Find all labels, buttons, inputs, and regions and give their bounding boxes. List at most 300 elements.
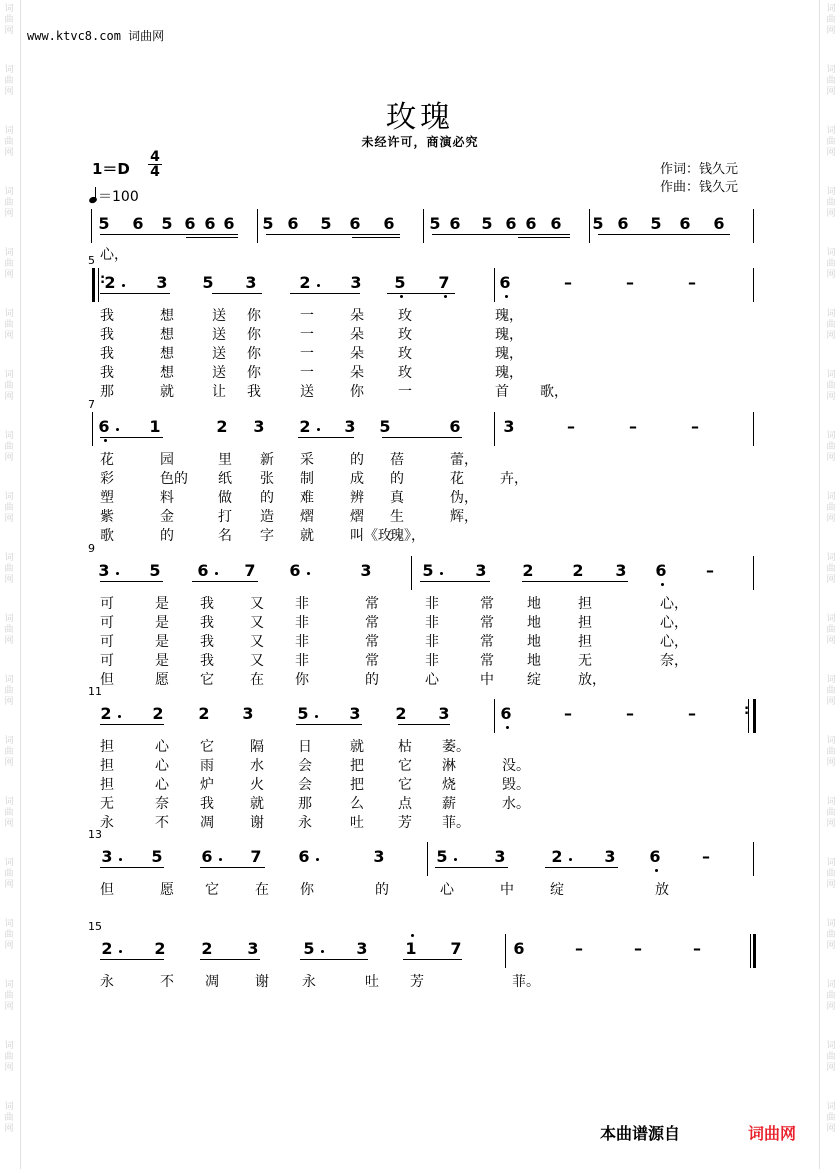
lyric: 又 [250, 615, 264, 631]
lyric: 一 [300, 327, 314, 343]
time-signature-bottom: 4 [148, 164, 162, 179]
augmentation-dot [122, 284, 125, 287]
note: 6 [500, 704, 512, 723]
note: – [626, 704, 634, 723]
lyric: 心 [155, 758, 169, 774]
lyric: 辨 [350, 490, 364, 506]
bar-line [411, 556, 412, 590]
bar-line [750, 934, 751, 968]
watermark-strip-left [2, 0, 16, 1173]
lyric: 常 [480, 615, 494, 631]
lyric: 你 [300, 882, 314, 898]
watermark-text: 词 曲 网 [826, 431, 836, 463]
composer-credit: 作曲：钱久元 [660, 180, 739, 195]
note: 5 [149, 561, 161, 580]
lyric: 地 [527, 634, 541, 650]
note: 6 [98, 417, 110, 436]
lyric: 制 [300, 471, 314, 487]
lyric: 常 [365, 596, 379, 612]
lyric: 无 [578, 653, 592, 669]
lyric: 枯 [398, 739, 412, 755]
bar-line [753, 934, 756, 968]
lyric: 园 [160, 452, 174, 468]
note: 5 [422, 561, 434, 580]
note: 5 [98, 214, 110, 233]
lyric: 你 [247, 346, 261, 362]
octave-low-dot [444, 295, 447, 298]
octave-low-dot [400, 295, 403, 298]
lyric: 的 [260, 490, 274, 506]
watermark-text: 词 曲 网 [826, 370, 836, 402]
augmentation-dot [321, 950, 324, 953]
lyric: 瑰， [495, 346, 523, 362]
note: 2 [154, 939, 166, 958]
watermark-text: 词 曲 网 [826, 187, 836, 219]
bar-line [257, 209, 258, 243]
lyric: 就 [350, 739, 364, 755]
lyric: 真 [390, 490, 404, 506]
lyric: 地 [527, 615, 541, 631]
bar-line [753, 412, 754, 446]
measure-number: 5 [88, 254, 95, 267]
lyric: 蕾， [450, 452, 478, 468]
note: 7 [250, 847, 262, 866]
lyric: 朵 [350, 308, 364, 324]
note: 2 [152, 704, 164, 723]
lyric: 常 [480, 653, 494, 669]
lyric: 永 [100, 815, 114, 831]
note-stem-icon [95, 187, 96, 200]
lyric: 朵 [350, 346, 364, 362]
bar-line [753, 209, 754, 243]
lyric: 常 [365, 653, 379, 669]
lyric: 生 [390, 509, 404, 525]
beam-line [432, 234, 570, 235]
lyric: 彩 [100, 471, 114, 487]
footer-brand[interactable]: 词曲网 [748, 1124, 797, 1143]
lyric: 色的 [160, 471, 188, 487]
note: 7 [450, 939, 462, 958]
lyric: 送 [212, 327, 226, 343]
note: 3 [494, 847, 506, 866]
watermark-text: 词 曲 网 [826, 1041, 836, 1073]
lyric: 奈 [155, 796, 169, 812]
lyric: 可 [100, 596, 114, 612]
note: 6 [617, 214, 629, 233]
lyric: 你 [247, 308, 261, 324]
lyric: 我 [200, 615, 214, 631]
lyric: 玫 [398, 308, 412, 324]
beam-line [100, 293, 170, 294]
lyric: 就 [160, 384, 174, 400]
footer-source: 本曲谱源自 [600, 1124, 681, 1143]
bar-line [494, 699, 495, 733]
lyric: 想 [160, 308, 174, 324]
note: 6 [197, 561, 209, 580]
beam-line [266, 234, 400, 235]
lyric: 非 [295, 634, 309, 650]
note: 2 [104, 273, 116, 292]
lyric: 里 [218, 452, 232, 468]
lyric: 但 [100, 882, 114, 898]
watermark-text: 词 曲 网 [4, 980, 14, 1012]
note: – [626, 273, 634, 292]
note: 5 [436, 847, 448, 866]
lyric: 就 [250, 796, 264, 812]
lyric: 熠 [350, 509, 364, 525]
lyric: 朵 [350, 327, 364, 343]
lyric: 成 [350, 471, 364, 487]
watermark-text: 词 曲 网 [4, 187, 14, 219]
note: – [564, 704, 572, 723]
note: 5 [320, 214, 332, 233]
watermark-text: 词 曲 网 [826, 797, 836, 829]
note: 5 [379, 417, 391, 436]
lyric: 熠 [300, 509, 314, 525]
lyric: 雨 [200, 758, 214, 774]
note: 2 [522, 561, 534, 580]
watermark-text: 词 曲 网 [4, 736, 14, 768]
lyric: 送 [212, 308, 226, 324]
song-title: 玫瑰 [386, 100, 454, 135]
note: 6 [449, 417, 461, 436]
beam-line [300, 959, 368, 960]
lyric: 把 [350, 758, 364, 774]
lyric: 做 [218, 490, 232, 506]
lyric: 紫 [100, 509, 114, 525]
lyric: 中 [500, 882, 514, 898]
site-url[interactable]: www.ktvc8.com 词曲网 [27, 29, 165, 43]
augmentation-dot [119, 950, 122, 953]
lyric: 薪 [442, 796, 456, 812]
bar-line [98, 268, 99, 302]
beam-line [186, 237, 238, 238]
note: 2 [299, 273, 311, 292]
note: 6 [499, 273, 511, 292]
lyric: 凋 [200, 815, 214, 831]
augmentation-dot [454, 858, 457, 861]
watermark-text: 词 曲 网 [826, 614, 836, 646]
lyric: 辉， [450, 509, 478, 525]
watermark-text: 词 曲 网 [826, 4, 836, 36]
lyric: 是 [155, 596, 169, 612]
note: 6 [298, 847, 310, 866]
lyric: 瑰， [495, 365, 523, 381]
beam-line [212, 293, 262, 294]
beam-line [296, 724, 362, 725]
lyric: 我 [100, 308, 114, 324]
note: – [688, 273, 696, 292]
watermark-text: 词 曲 网 [4, 1041, 14, 1073]
lyric: 中 [480, 672, 494, 688]
lyric: 花 [100, 452, 114, 468]
lyric: 它 [200, 672, 214, 688]
watermark-text: 词 曲 网 [826, 553, 836, 585]
lyric: 地 [527, 653, 541, 669]
lyric: 它 [398, 758, 412, 774]
lyric: 愿 [155, 672, 169, 688]
lyric: 心 [440, 882, 454, 898]
lyric: 想 [160, 327, 174, 343]
time-signature [148, 150, 162, 179]
lyric: 料 [160, 490, 174, 506]
lyric: 花 [450, 471, 464, 487]
bar-line [91, 209, 92, 243]
lyric: 你 [247, 327, 261, 343]
note: 6 [184, 214, 196, 233]
lyric: 我 [100, 346, 114, 362]
lyric: 又 [250, 653, 264, 669]
tempo-mark [89, 186, 139, 206]
lyric: 吐 [365, 974, 379, 990]
lyric: 担 [100, 777, 114, 793]
note: 3 [360, 561, 372, 580]
lyric: 它 [205, 882, 219, 898]
watermark-text: 词 曲 网 [826, 980, 836, 1012]
lyric: 常 [365, 615, 379, 631]
beam-line [100, 234, 238, 235]
lyric: 想 [160, 365, 174, 381]
note: 5 [262, 214, 274, 233]
measure-number: 9 [88, 542, 95, 555]
lyric: 谢 [255, 974, 269, 990]
lyric: 萎。 [442, 739, 470, 755]
watermark-text: 词 曲 网 [826, 1102, 836, 1134]
lyric: 炉 [200, 777, 214, 793]
lyric: 非 [295, 653, 309, 669]
note: 3 [156, 273, 168, 292]
note: 3 [247, 939, 259, 958]
note: 1 [149, 417, 161, 436]
lyric: 打 [218, 509, 232, 525]
note: 7 [438, 273, 450, 292]
repeat-sign: : [100, 272, 106, 287]
beam-line [298, 437, 354, 438]
lyric: 又 [250, 634, 264, 650]
augmentation-dot [440, 572, 443, 575]
lyric: 一 [398, 384, 412, 400]
lyric: 一 [300, 365, 314, 381]
lyric: 的 [375, 882, 389, 898]
octave-low-dot [661, 583, 664, 586]
bar-line [753, 842, 754, 876]
watermark-text: 词 曲 网 [4, 614, 14, 646]
note: 3 [604, 847, 616, 866]
lyric: 淋 [442, 758, 456, 774]
measure-number: 11 [88, 685, 102, 698]
note: – [706, 561, 714, 580]
augmentation-dot [119, 858, 122, 861]
lyric: 字 [260, 528, 274, 544]
augmentation-dot [116, 428, 119, 431]
lyric: 送 [212, 365, 226, 381]
watermark-text: 词 曲 网 [4, 858, 14, 890]
lyric: 非 [425, 653, 439, 669]
beam-line [100, 959, 164, 960]
note: – [564, 273, 572, 292]
note: – [634, 939, 642, 958]
augmentation-dot [118, 715, 121, 718]
lyric: 担 [578, 634, 592, 650]
lyric: 没。 [502, 758, 530, 774]
lyric: 芳 [410, 974, 424, 990]
lyric: 伪， [450, 490, 478, 506]
note: 6 [287, 214, 299, 233]
time-signature-top: 4 [150, 149, 160, 165]
lyric: 是 [155, 615, 169, 631]
lyric: 我 [247, 384, 261, 400]
lyric: 日 [298, 739, 312, 755]
augmentation-dot [569, 858, 572, 861]
note: 3 [242, 704, 254, 723]
note: 6 [201, 847, 213, 866]
lyric: 隔 [250, 739, 264, 755]
lyricist-credit: 作词：钱久元 [660, 162, 739, 177]
repeat-sign: : [744, 703, 750, 718]
lyric: 朵 [350, 365, 364, 381]
lyric: 一 [300, 308, 314, 324]
lyric: 你 [247, 365, 261, 381]
lyric: 是 [155, 634, 169, 650]
octave-low-dot [505, 295, 508, 298]
lyric: 水 [250, 758, 264, 774]
beam-line [435, 867, 508, 868]
lyric: 让 [212, 384, 226, 400]
bar-line [92, 412, 93, 446]
note: 5 [429, 214, 441, 233]
watermark-text: 词 曲 网 [4, 797, 14, 829]
augmentation-dot [316, 858, 319, 861]
lyric: 水。 [502, 796, 530, 812]
lyric: 名 [218, 528, 232, 544]
bar-line [92, 268, 95, 302]
bar-line [753, 699, 756, 733]
lyric: 它 [398, 777, 412, 793]
lyric: 非 [425, 596, 439, 612]
lyric: 我 [100, 365, 114, 381]
note: 5 [202, 273, 214, 292]
note: 3 [350, 273, 362, 292]
note: 3 [245, 273, 257, 292]
watermark-text: 词 曲 网 [826, 858, 836, 890]
note: 6 [505, 214, 517, 233]
beam-line [387, 293, 455, 294]
lyric: 永 [100, 974, 114, 990]
augmentation-dot [307, 572, 310, 575]
lyric: 我 [200, 634, 214, 650]
note: 2 [299, 417, 311, 436]
note: 6 [204, 214, 216, 233]
beam-line [420, 581, 490, 582]
note: 3 [373, 847, 385, 866]
note: 2 [551, 847, 563, 866]
note: 3 [356, 939, 368, 958]
octave-low-dot [104, 439, 107, 442]
note: 2 [101, 939, 113, 958]
note: – [691, 417, 699, 436]
lyric: 蓓 [390, 452, 404, 468]
bar-line [494, 268, 495, 302]
bar-line [427, 842, 428, 876]
watermark-text: 词 曲 网 [826, 309, 836, 341]
note: 2 [201, 939, 213, 958]
lyric: 在 [250, 672, 264, 688]
lyric: 的 [390, 471, 404, 487]
note: 6 [649, 847, 661, 866]
lyric: 担 [578, 615, 592, 631]
watermark-text: 词 曲 网 [4, 370, 14, 402]
note: 6 [383, 214, 395, 233]
beam-line [545, 867, 618, 868]
watermark-text: 词 曲 网 [826, 675, 836, 707]
lyric: 玫 [398, 346, 412, 362]
note: 2 [572, 561, 584, 580]
lyric: 会 [298, 758, 312, 774]
note: 6 [132, 214, 144, 233]
lyric: 你 [295, 672, 309, 688]
note: 6 [713, 214, 725, 233]
note: 5 [151, 847, 163, 866]
watermark-text: 词 曲 网 [4, 248, 14, 280]
lyric: 永 [302, 974, 316, 990]
note: 3 [349, 704, 361, 723]
lyric: 常 [480, 634, 494, 650]
beam-line [518, 237, 570, 238]
watermark-text: 词 曲 网 [4, 431, 14, 463]
beam-line [100, 724, 164, 725]
augmentation-dot [219, 858, 222, 861]
note: 3 [344, 417, 356, 436]
beam-line [192, 581, 258, 582]
lyric: 点 [398, 796, 412, 812]
beam-line [398, 724, 450, 725]
lyric: 歌 [100, 528, 114, 544]
carry-over-lyric: 心， [100, 247, 128, 263]
lyric: 歌， [540, 384, 568, 400]
lyric: 菲。 [442, 815, 470, 831]
lyric: 么 [350, 796, 364, 812]
watermark-text: 词 曲 网 [4, 4, 14, 36]
lyric: 地 [527, 596, 541, 612]
lyric: 心， [660, 634, 688, 650]
lyric: 放， [578, 672, 606, 688]
lyric: 谢 [250, 815, 264, 831]
lyric: 它 [200, 739, 214, 755]
watermark-text: 词 曲 网 [826, 248, 836, 280]
lyric: 绽 [527, 672, 541, 688]
note: 6 [513, 939, 525, 958]
beam-line [100, 581, 163, 582]
note: – [629, 417, 637, 436]
note: 5 [481, 214, 493, 233]
note: 6 [655, 561, 667, 580]
lyric: 心 [155, 777, 169, 793]
lyric: 把 [350, 777, 364, 793]
note: 3 [438, 704, 450, 723]
lyric: 我 [200, 653, 214, 669]
lyric: 张 [260, 471, 274, 487]
lyric: 造 [260, 509, 274, 525]
note: 3 [98, 561, 110, 580]
lyric: 可 [100, 653, 114, 669]
lyric: 吐 [350, 815, 364, 831]
watermark-text: 词 曲 网 [826, 919, 836, 951]
lyric: 瑰》， [390, 528, 425, 544]
lyric: 担 [578, 596, 592, 612]
note: 2 [100, 704, 112, 723]
beam-line [403, 959, 462, 960]
note: 5 [394, 273, 406, 292]
